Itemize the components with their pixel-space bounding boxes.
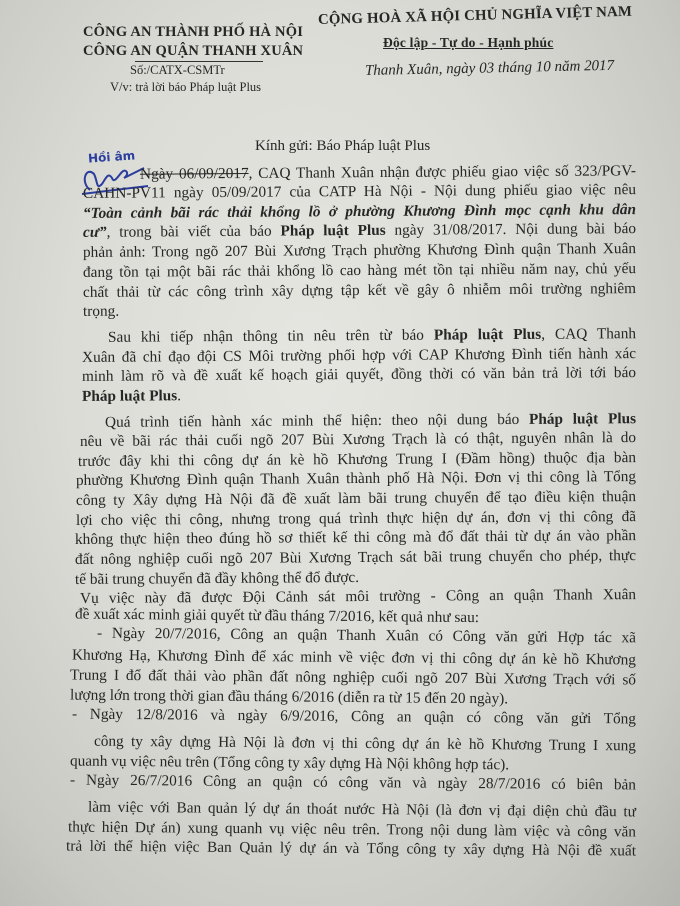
body-text: Pháp luật Plus [280, 221, 386, 240]
body-line [80, 586, 636, 608]
body-line [94, 733, 636, 756]
body-line [83, 181, 636, 203]
body-text: cư” [82, 223, 107, 241]
body-text: Quá trình tiến hành xác minh thể hiện: theo nội dung báo [104, 410, 530, 431]
body-line [72, 647, 636, 670]
national-motto: Độc lập - Tự do - Hạnh phúc [383, 35, 554, 50]
body-text: đề xuất xác minh giải quyết từ đầu tháng 7/2016, kết quả như sau: [74, 605, 480, 627]
body-text: minh làm rõ và đề xuất kế hoạch giải quyết, đồng thời có văn bản trả lời tới báo [81, 364, 637, 385]
handwritten-note: Hồi âm [87, 148, 136, 166]
body-text: Pháp luật Plus [433, 325, 542, 344]
body-text: chất thải từ các công trình xây dựng tập kết về gây ô nhiễm môi trường nghiêm [82, 280, 637, 301]
document-subject: V/v: trả lời báo Pháp luật Plus [110, 80, 262, 94]
body-text: nêu về bãi rác thải cuối ngõ 207 Bùi Xương Trạch là có thật, nguyên nhân là do [79, 429, 637, 450]
body-line [66, 838, 636, 861]
body-line [75, 547, 636, 569]
body-line [76, 488, 636, 510]
national-title: CỘNG HOÀ XÃ HỘI CHỦ NGHĨA VIỆT NAM [317, 3, 633, 28]
body-text: đang tồn tại một bãi rác thải khổng lồ cao hàng mét tồn tại nhiều năm nay, chủ yếu [82, 260, 637, 281]
body-text: , trong bài viết của báo [106, 222, 281, 241]
document-number: Số:/CATX-CSMTr [130, 63, 225, 77]
body-line [88, 799, 636, 822]
body-line [108, 325, 636, 347]
body-text: lợi cho việc thi công, nhưng trong quá trình thực hiện dự án, đơn vị thi công đã [75, 508, 637, 529]
divider [135, 61, 263, 62]
body-text: lượng lớn trong thời gian đầu tháng 6/2016 (diễn ra từ 15 đến 20 ngày). [69, 686, 509, 708]
body-text: - Ngày 20/7/2016, Công an quận Thanh Xuân có Công văn gửi Hợp tác xã [96, 624, 637, 647]
body-line [82, 384, 636, 406]
body-text: Pháp luật Plus [81, 387, 178, 405]
body-text: - Ngày 12/8/2016 và ngày 6/9/2016, Công an quận có công văn gửi Tổng [71, 705, 637, 728]
body-line [80, 429, 636, 451]
body-line [75, 527, 636, 549]
body-text: phường Khương Đình quận Thanh Xuân thành phố Hà Nội. Đơn vị thi công là Tổng [75, 468, 637, 489]
body-line [105, 410, 636, 432]
body-text: Khương Hạ, Khương Đình để xác minh về việc đơn vị thi công dự án kè hồ Khương [71, 646, 637, 669]
recipient: Kính gửi: Báo Pháp luật Plus [255, 138, 431, 154]
body-text: , CAQ Thanh [541, 325, 637, 343]
body-line [140, 162, 636, 183]
body-text: Vụ việc này đã được Đội Cảnh sát môi trường - Công an quận Thanh Xuân [79, 586, 637, 607]
body-text: Trung I đổ đất thải vào phần đất nông nghiệp cuối ngõ 207 Bùi Xương Trạch với số [69, 666, 637, 689]
body-text: quanh vụ việc nêu trên (Tổng công ty xây dựng Hà Nội không hợp tác). [69, 752, 510, 774]
body-line [83, 220, 636, 242]
body-text: . [177, 387, 182, 405]
body-text: trả lời thể hiện việc Ban Quản lý dự án và Tổng công ty xây dựng Hà Nội đề xuất [65, 837, 637, 860]
body-text: đất nông nghiệp cuối ngõ 207 Bùi Xương Trạch sát bãi trung chuyển cho phép, thực [74, 547, 637, 568]
body-text: Pháp luật Plus [528, 410, 637, 428]
body-text: thực hiện Dự án) xung quanh vụ việc nêu trên. Trong nội dung làm việc và công văn [67, 818, 637, 841]
body-text: CAHN-PV11 ngày 05/09/2017 của CATP Hà Nội - Nội dung phiếu giao việc nêu [82, 181, 637, 202]
body-line [82, 364, 636, 386]
body-line [72, 706, 636, 729]
body-line [70, 772, 636, 795]
body-text: làm việc với Ban quản lý dự án thoát nước Hà Nội (là đơn vị đại diện chủ đầu tư [87, 798, 637, 821]
body-line [83, 280, 636, 302]
body-text: , CAQ Thanh Xuân nhận được phiếu giao việc số 323/PGV- [248, 162, 637, 182]
body-text: tế bãi trung chuyển đã đầy không thể đổ được. [74, 568, 360, 588]
body-line [83, 240, 636, 262]
agency-line-2: CÔNG AN QUẬN THANH XUÂN [83, 43, 304, 59]
body-text: Ngày 06/09/2017 [139, 164, 249, 183]
body-text: ngày 31/08/2017. Nội dung bài báo [385, 220, 637, 239]
body-text: trọng. [82, 302, 120, 320]
body-line [83, 201, 636, 223]
body-text: phản ảnh: Trong ngõ 207 Bùi Xương Trạch phường Khương Đình quận Thanh Xuân [82, 240, 637, 261]
body-text: “Toàn cảnh bãi rác thải khổng lồ ở phường Khương Đình mọc cạnh khu dân [82, 201, 637, 222]
body-text: - Ngày 26/7/2016 Công an quận có công văn và ngày 28/7/2016 có biên bản [69, 771, 637, 794]
body-text: trước đây khi thi công dự án kè hồ Khương Trung I (Đầm hồng) thuộc địa bàn [77, 449, 637, 470]
body-text: công ty Xây dựng Hà Nội đã đề xuất làm bãi trung chuyển để tạo điều kiện thuận [75, 488, 637, 509]
body-line [83, 260, 636, 282]
body-text: Xuân đã chỉ đạo đội CS Môi trường phối hợp với CAP Khương Đình tiến hành xác [81, 345, 637, 366]
body-line [76, 468, 636, 490]
body-line [83, 299, 636, 321]
body-text: không thực hiện theo đúng hồ sơ thiết kế thi công mà đổ đất thải từ dự án vào phần [74, 527, 637, 548]
body-text: Sau khi tiếp nhận thông tin nêu trên từ báo [107, 326, 434, 346]
body-line [70, 667, 636, 690]
document-date: Thanh Xuân, ngày 03 tháng 10 năm 2017 [364, 57, 615, 79]
agency-line-1: CÔNG AN THÀNH PHỐ HÀ NỘI [83, 24, 304, 40]
body-text: công ty xây dựng Hà Nội là đơn vị thi công dự án kè hồ Khương Trung I xung [93, 732, 637, 755]
body-line [97, 625, 636, 648]
